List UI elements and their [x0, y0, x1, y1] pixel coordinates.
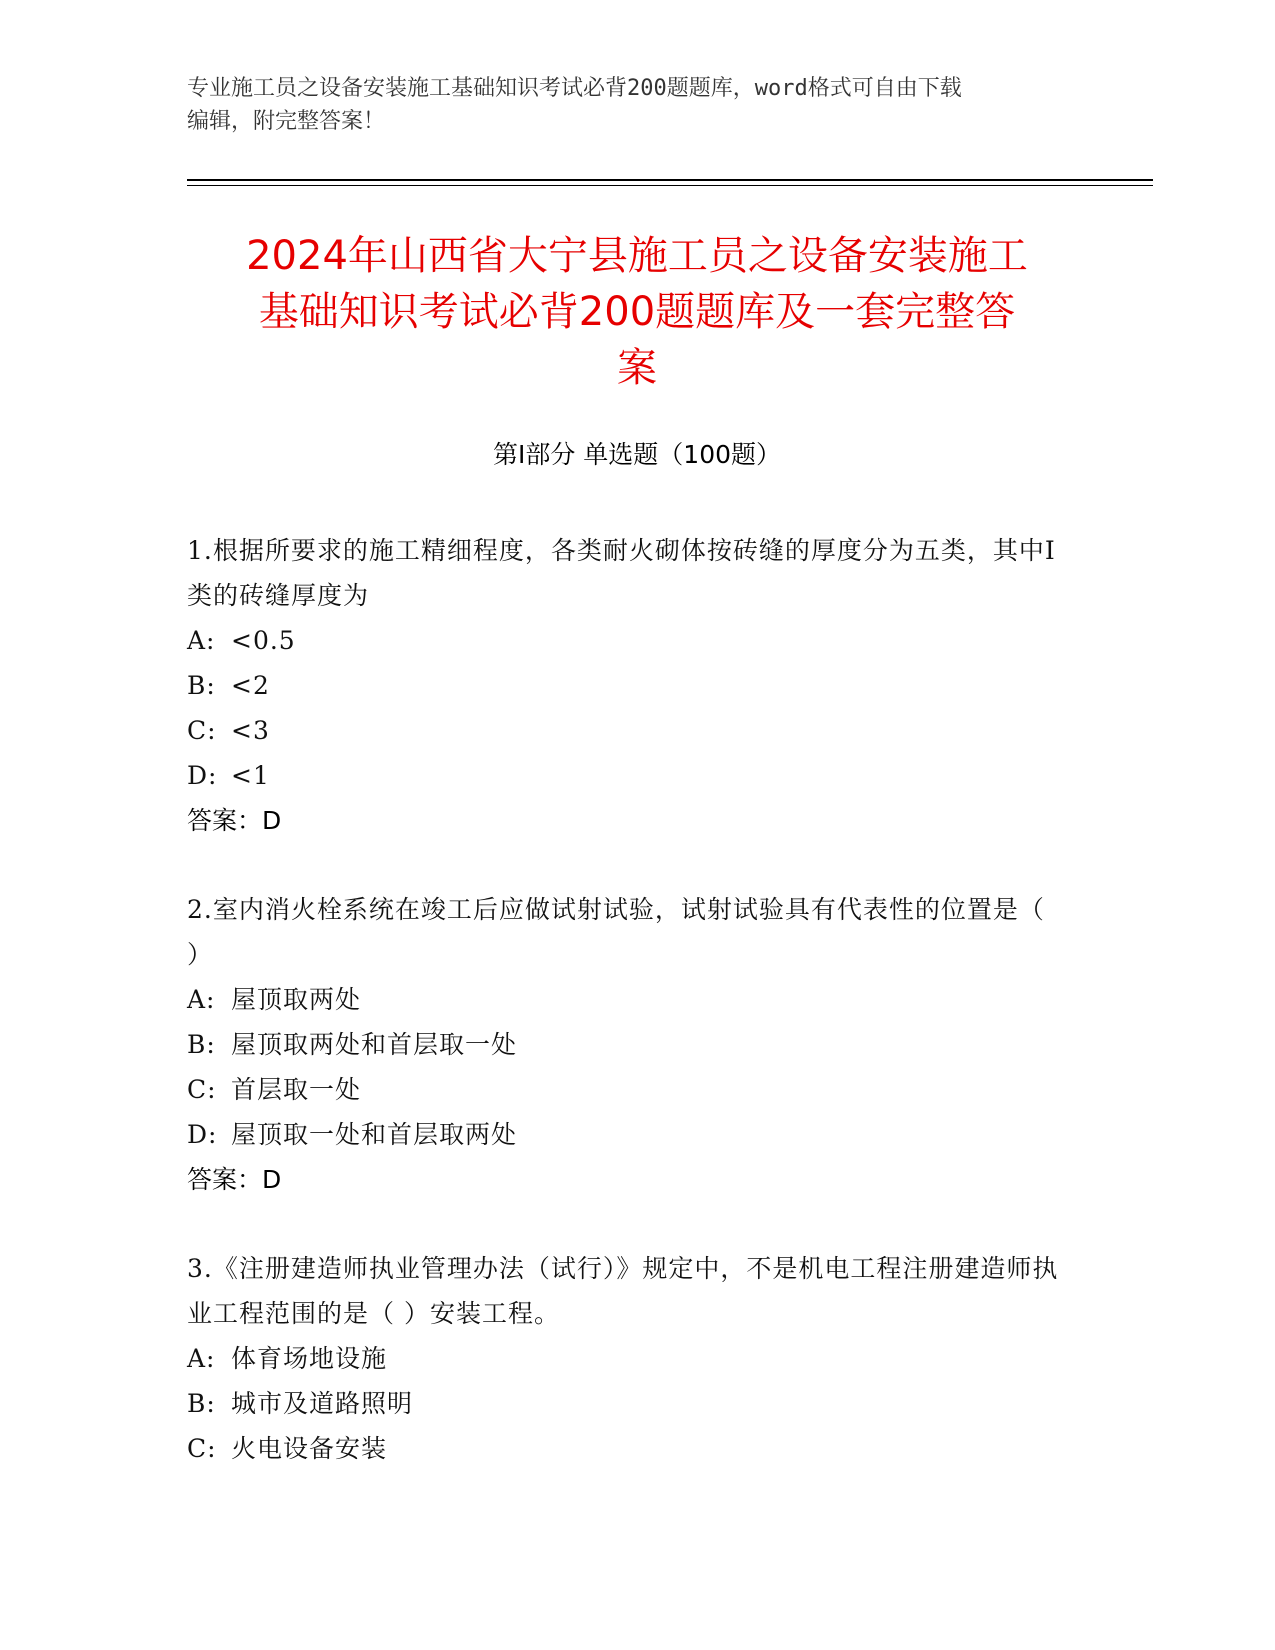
- option-text: <2: [231, 671, 270, 700]
- document-header: [187, 72, 1067, 138]
- option-d: [187, 1112, 1067, 1157]
- option-c: [187, 1426, 1067, 1471]
- answer-value: D: [262, 1165, 282, 1194]
- option-key: A:: [187, 985, 216, 1014]
- option-text: 城市及道路照明: [231, 1389, 414, 1418]
- answer-line: [187, 1157, 1067, 1202]
- option-key: D:: [187, 761, 218, 790]
- option-c: [187, 1067, 1067, 1112]
- option-b: [187, 663, 1067, 708]
- option-key: C:: [187, 716, 217, 745]
- option-d: [187, 753, 1067, 798]
- option-a: [187, 618, 1067, 663]
- question-item: [187, 528, 1067, 843]
- header-divider-thick: [187, 179, 1153, 181]
- option-text: 屋顶取两处和首层取一处: [231, 1030, 518, 1059]
- title-line-2: 基础知识考试必背200题题库及一套完整答: [258, 289, 1016, 335]
- answer-value: D: [262, 806, 282, 835]
- option-key: A:: [187, 626, 216, 655]
- section-title: 第Ⅰ部分 单选题（100题）: [492, 440, 782, 469]
- option-key: D:: [187, 1120, 218, 1149]
- header-divider-thin: [187, 185, 1153, 186]
- question-text: 2.室内消火栓系统在竣工后应做试射试验，试射试验具有代表性的位置是（ ）: [187, 895, 1045, 969]
- option-a: [187, 977, 1067, 1022]
- option-a: [187, 1336, 1067, 1381]
- option-b: [187, 1022, 1067, 1067]
- option-text: <1: [231, 761, 270, 790]
- option-text: 屋顶取两处: [231, 985, 362, 1014]
- option-c: [187, 708, 1067, 753]
- header-line-2: 编辑，附完整答案！: [187, 109, 386, 134]
- answer-label: 答案：: [187, 806, 263, 835]
- option-b: [187, 1381, 1067, 1426]
- answer-label: 答案：: [187, 1165, 263, 1194]
- option-key: B:: [187, 1030, 216, 1059]
- title-line-1: 2024年山西省大宁县施工员之设备安装施工: [246, 233, 1028, 279]
- option-text: 火电设备安装: [231, 1434, 388, 1463]
- option-text: <0.5: [231, 626, 296, 655]
- question-item: [187, 887, 1067, 1202]
- question-item: [187, 1246, 1067, 1471]
- option-key: B:: [187, 1389, 216, 1418]
- title-line-3: 案: [617, 345, 657, 391]
- question-list: [187, 528, 1067, 1515]
- answer-line: [187, 798, 1067, 843]
- option-key: B:: [187, 671, 216, 700]
- header-line-1: 专业施工员之设备安装施工基础知识考试必背200题题库，word格式可自由下载: [187, 76, 962, 101]
- option-text: <3: [231, 716, 270, 745]
- question-text: 1.根据所要求的施工精细程度，各类耐火砌体按砖缝的厚度分为五类，其中Ⅰ类的砖缝厚度为: [187, 536, 1056, 610]
- option-text: 首层取一处: [231, 1075, 362, 1104]
- option-text: 屋顶取一处和首层取两处: [231, 1120, 518, 1149]
- option-key: A:: [187, 1344, 216, 1373]
- option-key: C:: [187, 1434, 217, 1463]
- document-title: [187, 228, 1087, 396]
- option-key: C:: [187, 1075, 217, 1104]
- question-text: 3.《注册建造师执业管理办法（试行）》规定中，不是机电工程注册建造师执业工程范围的是（ ）安装工程。: [187, 1254, 1059, 1328]
- option-text: 体育场地设施: [231, 1344, 388, 1373]
